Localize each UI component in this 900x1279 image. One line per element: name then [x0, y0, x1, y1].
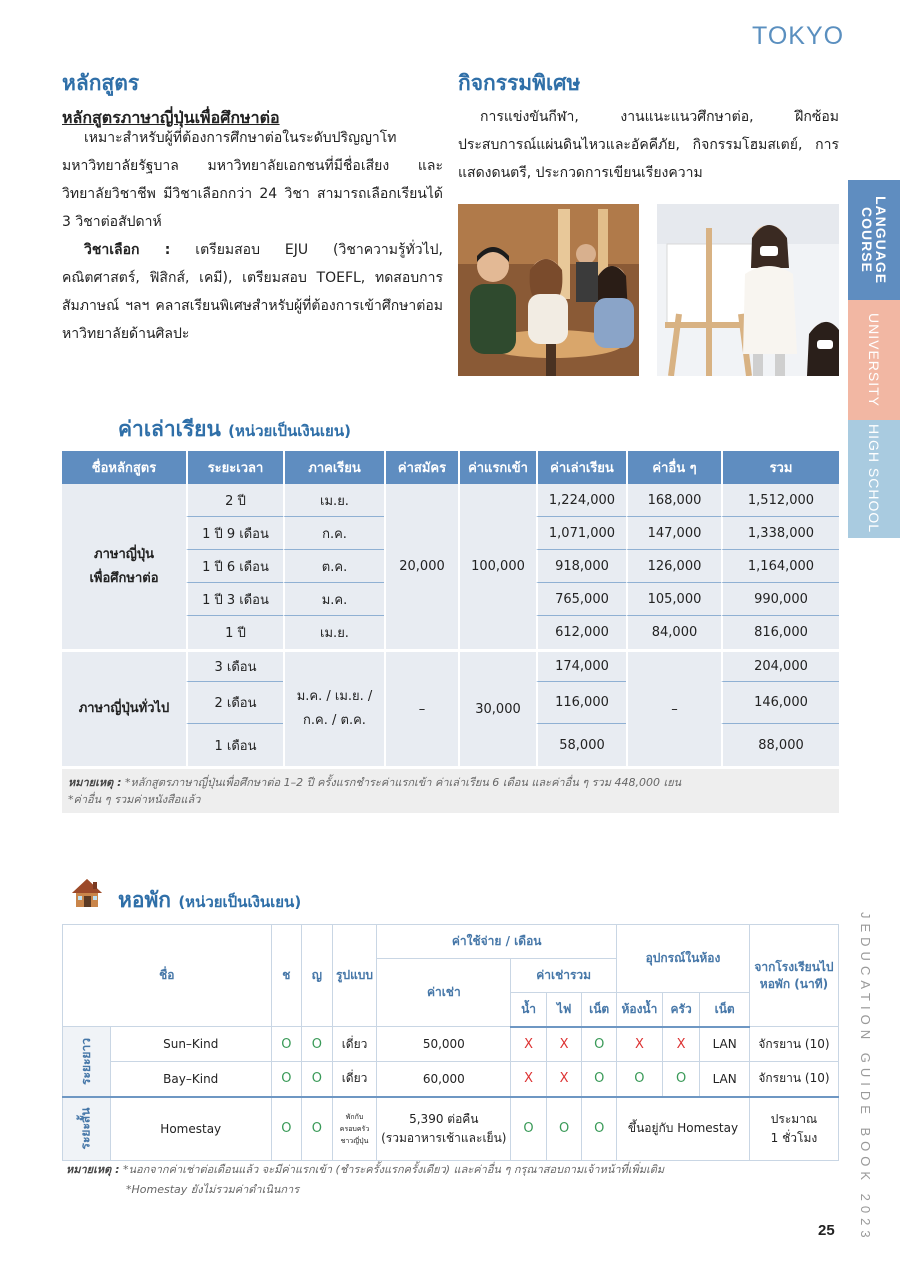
dorm-name-cell: Sun–Kind — [110, 1027, 271, 1062]
header-room-type: รูปแบบ — [332, 925, 377, 1027]
tuition-cell: 765,000 — [536, 583, 626, 616]
other-fee-cell: 168,000 — [626, 484, 721, 517]
female-cell: O — [302, 1062, 333, 1097]
elective-text: เตรียมสอบ EJU (วิชาความรู้ทั่วไป, คณิตศาสตร์, ฟิสิกส์, เคมี), เตรียมสอบ TOEFL, ทดสอบการสัมภาษณ์ ฯลฯ คลาสเรียนพิเศษสำหรับผู้ที่ต้องการเข้าศึกษาต่อมหาวิทยาลัยด้านศิลปะ — [62, 242, 443, 342]
header-internet-room: เน็ต — [700, 993, 749, 1027]
distance-cell: จักรยาน (10) — [749, 1062, 838, 1097]
term-cell: ม.ค. — [283, 583, 384, 616]
electricity-cell: X — [546, 1027, 582, 1062]
tuition-cell: 1,224,000 — [536, 484, 626, 517]
header-electricity: ไฟ — [546, 993, 582, 1027]
course-description — [62, 124, 443, 348]
room-type-line1: พักกับ — [345, 1112, 364, 1121]
course-name-line1: ภาษาญี่ปุ่น — [94, 546, 154, 562]
term-cell — [283, 649, 384, 766]
term-cell: เม.ย. — [283, 484, 384, 517]
water-cell: O — [511, 1097, 547, 1161]
rent-line1: 5,390 ต่อคืน — [409, 1111, 479, 1126]
course-subheading: หลักสูตรภาษาญี่ปุ่นเพื่อศึกษาต่อ — [62, 108, 280, 127]
header-application-fee: ค่าสมัคร — [384, 451, 458, 484]
guide-book-label: JEDUCATION GUIDE BOOK 2023 — [858, 912, 873, 1243]
total-cell: 1,164,000 — [721, 550, 839, 583]
header-entrance-fee: ค่าแรกเข้า — [458, 451, 536, 484]
male-cell: O — [271, 1027, 302, 1062]
house-icon — [70, 877, 104, 913]
long-term-label — [63, 1027, 111, 1097]
header-female: ญ — [302, 925, 333, 1027]
course-name-cell — [62, 484, 186, 649]
header-utilities: ค่าเช่ารวม — [511, 959, 617, 993]
dorm-note-line1: *นอกจากค่าเช่าต่อเดือนแล้ว จะมีค่าแรกเข้า (ชำระครั้งแรกครั้งเดียว) และค่าอื่น ๆ กรุณาสอบถามเจ้าหน้าที่เพิ่มเติม — [119, 1163, 665, 1176]
tab-language-course-label: LANGUAGE COURSE — [859, 195, 889, 285]
dorm-unit: (หน่วยเป็นเงินเยน) — [178, 893, 302, 911]
city-label: TOKYO — [752, 22, 845, 50]
header-rent: ค่าเช่า — [377, 959, 511, 1027]
table-row — [63, 1027, 839, 1062]
rent-line2: (รวมอาหารเช้าและเย็น) — [381, 1130, 507, 1145]
dorm-note-line2: *Homestay ยังไม่รวมค่าดำเนินการ — [126, 1183, 300, 1196]
table-row — [63, 1097, 839, 1161]
duration-cell: 3 เดือน — [186, 649, 283, 682]
total-cell: 204,000 — [721, 649, 839, 682]
room-internet-cell: LAN — [700, 1062, 749, 1097]
fees-title-text: ค่าเล่าเรียน — [118, 417, 221, 441]
table-row — [62, 649, 839, 682]
duration-cell: 1 ปี 6 เดือน — [186, 550, 283, 583]
total-cell: 1,338,000 — [721, 517, 839, 550]
header-other: ค่าอื่น ๆ — [626, 451, 721, 484]
dorm-title — [118, 884, 301, 917]
kitchen-cell: X — [662, 1027, 700, 1062]
duration-cell: 1 ปี — [186, 616, 283, 649]
dorm-name-cell: Homestay — [110, 1097, 271, 1161]
facility-cell: ขึ้นอยู่กับ Homestay — [617, 1097, 750, 1161]
header-total: รวม — [721, 451, 839, 484]
term-cell: ต.ค. — [283, 550, 384, 583]
duration-cell: 2 ปี — [186, 484, 283, 517]
other-fee-cell: 126,000 — [626, 550, 721, 583]
duration-cell: 1 ปี 3 เดือน — [186, 583, 283, 616]
duration-cell: 1 ปี 9 เดือน — [186, 517, 283, 550]
tuition-table — [62, 451, 839, 766]
entrance-fee-cell: 100,000 — [458, 484, 536, 649]
other-fee-cell: – — [626, 649, 721, 766]
room-type-cell: เดี่ยว — [332, 1027, 377, 1062]
total-cell: 146,000 — [721, 682, 839, 724]
dorm-title-text: หอพัก — [118, 888, 172, 912]
electricity-cell: O — [546, 1097, 582, 1161]
header-duration: ระยะเวลา — [186, 451, 283, 484]
water-cell: X — [511, 1062, 547, 1097]
dorm-note — [66, 1160, 664, 1200]
term-line2: ก.ค. / ต.ค. — [303, 713, 366, 728]
course-heading: หลักสูตร — [62, 71, 140, 95]
rent-cell: 50,000 — [377, 1027, 511, 1062]
header-male: ช — [271, 925, 302, 1027]
header-distance: จากโรงเรียนไปหอพัก (นาที) — [749, 925, 838, 1027]
tab-high-school[interactable] — [848, 420, 900, 538]
tuition-cell: 58,000 — [536, 724, 626, 766]
tuition-cell: 174,000 — [536, 649, 626, 682]
distance-cell: จักรยาน (10) — [749, 1027, 838, 1062]
tab-university[interactable] — [848, 300, 900, 420]
total-cell: 88,000 — [721, 724, 839, 766]
water-cell: X — [511, 1027, 547, 1062]
other-fee-cell: 105,000 — [626, 583, 721, 616]
distance-line2: 1 ชั่วโมง — [770, 1130, 818, 1145]
tuition-cell: 1,071,000 — [536, 517, 626, 550]
dormitory-table — [62, 924, 839, 1161]
long-term-text: ระยะยาว — [78, 1037, 93, 1085]
male-cell: O — [271, 1062, 302, 1097]
header-monthly-cost: ค่าใช้จ่าย / เดือน — [377, 925, 617, 959]
kitchen-cell: O — [662, 1062, 700, 1097]
short-term-text: ระยะสั้น — [78, 1107, 93, 1150]
art-class-photo — [657, 204, 839, 376]
female-cell: O — [302, 1027, 333, 1062]
header-kitchen: ครัว — [662, 993, 700, 1027]
activities-text: การแข่งขันกีฬา, งานแนะแนวศึกษาต่อ, ฝึกซ้อมประสบการณ์แผ่นดินไหวและอัคคีภัย, กิจกรรมโฮมสเตย์, การแสดงดนตรี, ประกวดการเขียนเรียงความ — [458, 109, 839, 181]
room-internet-cell: LAN — [700, 1027, 749, 1062]
duration-cell: 2 เดือน — [186, 682, 283, 724]
header-internet: เน็ต — [582, 993, 617, 1027]
tuition-note — [62, 769, 839, 813]
page-number: 25 — [818, 1222, 835, 1239]
total-cell: 990,000 — [721, 583, 839, 616]
table-row — [62, 484, 839, 517]
internet-cell: O — [582, 1027, 617, 1062]
bathroom-cell: O — [617, 1062, 663, 1097]
tuition-cell: 918,000 — [536, 550, 626, 583]
term-cell: เม.ย. — [283, 616, 384, 649]
total-cell: 1,512,000 — [721, 484, 839, 517]
short-term-label — [63, 1097, 111, 1161]
header-course: ชื่อหลักสูตร — [62, 451, 186, 484]
elective-label: วิชาเลือก : — [84, 242, 171, 258]
tuition-note-label: หมายเหตุ : — [68, 776, 122, 789]
room-type-cell: เดี่ยว — [332, 1062, 377, 1097]
activities-heading: กิจกรรมพิเศษ — [458, 71, 581, 95]
distance-cell — [749, 1097, 838, 1161]
fees-title — [118, 413, 351, 446]
tuition-note-line1: *หลักสูตรภาษาญี่ปุ่นเพื่อศึกษาต่อ 1–2 ปี ครั้งแรกชำระค่าแรกเข้า ค่าเล่าเรียน 6 เดือน และค่าอื่น ๆ รวม 448,000 เยน — [121, 776, 682, 789]
header-tuition: ค่าเล่าเรียน — [536, 451, 626, 484]
header-dorm-name: ชื่อ — [63, 925, 272, 1027]
entrance-fee-cell: 30,000 — [458, 649, 536, 766]
total-cell: 816,000 — [721, 616, 839, 649]
tuition-header-row — [62, 451, 839, 484]
header-term: ภาคเรียน — [283, 451, 384, 484]
rent-cell: 60,000 — [377, 1062, 511, 1097]
room-type-cell — [332, 1097, 377, 1161]
course-paragraph: เหมาะสำหรับผู้ที่ต้องการศึกษาต่อในระดับปริญญาโท มหาวิทยาลัยรัฐบาล มหาวิทยาลัยเอกชนที่มีชื่อเสียง และวิทยาลัยวิชาชีพ มีวิชาเลือกกว่า 24 วิชา สามารถเลือกเรียนได้ 3 วิชาต่อสัปดาห์ — [62, 130, 443, 230]
dorm-note-label: หมายเหตุ : — [66, 1163, 120, 1176]
course-name-cell: ภาษาญี่ปุ่นทั่วไป — [62, 649, 186, 766]
activities-description — [458, 103, 839, 187]
electricity-cell: X — [546, 1062, 582, 1097]
term-line1: ม.ค. / เม.ย. / — [296, 689, 373, 704]
term-cell: ก.ค. — [283, 517, 384, 550]
bathroom-cell: X — [617, 1027, 663, 1062]
female-cell: O — [302, 1097, 333, 1161]
students-cafe-photo — [458, 204, 639, 376]
table-row — [63, 1062, 839, 1097]
other-fee-cell: 147,000 — [626, 517, 721, 550]
tuition-note-line2: *ค่าอื่น ๆ รวมค่าหนังสือแล้ว — [68, 793, 201, 806]
internet-cell: O — [582, 1062, 617, 1097]
dorm-header-row — [63, 925, 839, 959]
course-name-line2: เพื่อศึกษาต่อ — [89, 570, 159, 586]
header-water: น้ำ — [511, 993, 547, 1027]
male-cell: O — [271, 1097, 302, 1161]
tuition-cell: 612,000 — [536, 616, 626, 649]
application-fee-cell: – — [384, 649, 458, 766]
rent-cell — [377, 1097, 511, 1161]
other-fee-cell: 84,000 — [626, 616, 721, 649]
tab-high-school-label: HIGH SCHOOL — [866, 424, 882, 534]
duration-cell: 1 เดือน — [186, 724, 283, 766]
tuition-cell: 116,000 — [536, 682, 626, 724]
room-type-line2: ครอบครัว — [339, 1124, 370, 1133]
room-type-line3: ชาวญี่ปุ่น — [340, 1136, 369, 1145]
distance-line1: ประมาณ — [770, 1111, 818, 1126]
header-room-facilities: อุปกรณ์ในห้อง — [617, 925, 750, 993]
header-bathroom: ห้องน้ำ — [617, 993, 663, 1027]
internet-cell: O — [582, 1097, 617, 1161]
fees-unit: (หน่วยเป็นเงินเยน) — [228, 422, 351, 440]
tab-university-label: UNIVERSITY — [866, 312, 882, 407]
dorm-name-cell: Bay–Kind — [110, 1062, 271, 1097]
application-fee-cell: 20,000 — [384, 484, 458, 649]
tab-language-course[interactable] — [848, 180, 900, 300]
